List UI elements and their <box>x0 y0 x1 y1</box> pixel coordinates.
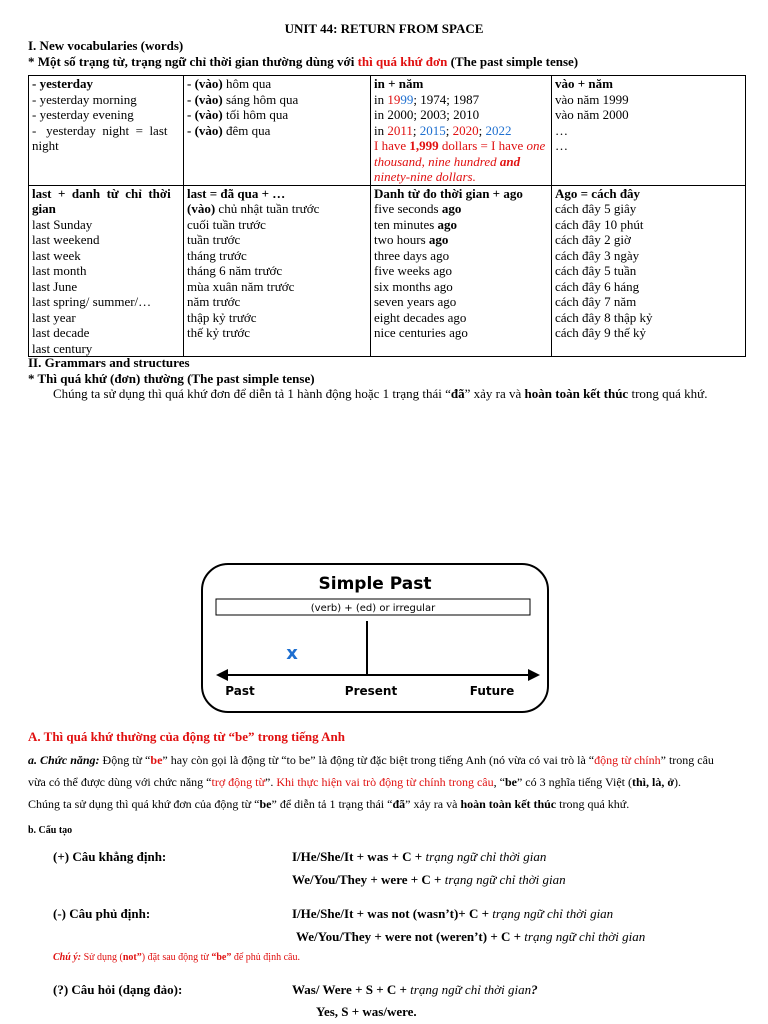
cell-bold: - (vào) <box>187 122 223 138</box>
cell-line: … <box>555 122 568 138</box>
note-prefix: * Một số trạng từ, trạng ngữ chỉ thời gian thường dùng với <box>28 54 358 69</box>
text: , “ <box>493 775 505 789</box>
table-cell <box>29 185 184 357</box>
cell-text: tối hôm qua <box>222 107 289 122</box>
cell-line: last month <box>32 263 87 278</box>
cell-bold: 1,999 <box>409 138 439 153</box>
cell-line: last weekend <box>32 232 100 247</box>
cell-line: cách đây 8 thập kỷ <box>555 309 653 325</box>
cell-bold: and <box>499 153 521 169</box>
cell-text: thousand, nine hundred <box>374 153 500 169</box>
table-cell <box>29 76 184 186</box>
text-bold: not” <box>122 952 142 963</box>
year-2011: 2011 <box>387 122 413 138</box>
text: A. Thì quá khứ thường của động từ “ <box>28 729 236 744</box>
table-cell <box>371 76 552 186</box>
cell-line <box>374 138 548 154</box>
text: ” trong tiếng Anh <box>248 729 345 744</box>
text: ” xảy ra và <box>405 797 461 811</box>
cell-line: tuần trước <box>187 232 241 247</box>
cell-bold: (vào) <box>187 201 216 216</box>
cell-head: in + năm <box>374 76 424 91</box>
function-line-2 <box>28 770 681 794</box>
cell-bold: ago <box>441 201 462 216</box>
cell-line: eight decades ago <box>374 309 467 325</box>
formula-bold: I/He/She/It + was not (wasn’t)+ C + <box>292 906 493 921</box>
formula-bold: ? <box>531 982 538 997</box>
cell-line: tháng trước <box>187 247 247 263</box>
text-bold: đã <box>392 797 406 811</box>
text: ” trong câu <box>660 753 714 767</box>
year-2020: 2020 <box>452 122 479 138</box>
text: be <box>235 729 249 744</box>
cell-head: gian <box>32 201 56 216</box>
text: ” để diễn tả 1 trạng thái “ <box>271 797 393 811</box>
cell-line: cách đây 6 háng <box>555 278 640 294</box>
formula-bold: Was/ Were + S + C + <box>292 982 411 997</box>
cell-line: last spring/ summer/… <box>32 294 152 309</box>
past-event-mark: x <box>286 643 298 664</box>
note-red: thì quá khứ đơn <box>357 54 448 69</box>
table-row <box>29 76 746 186</box>
cell-line: vào năm 1999 <box>555 91 629 107</box>
cell-line: cách đây 10 phút <box>555 216 644 232</box>
table-cell <box>552 76 746 186</box>
cell-line: five weeks ago <box>374 263 452 278</box>
cell-text: in <box>374 122 388 138</box>
cell-line: in 2000; 2003; 2010 <box>374 107 480 122</box>
question-formula-1 <box>292 982 538 998</box>
cell-line <box>187 123 367 139</box>
cell-head: last = đã qua + … <box>187 185 286 201</box>
formula-bold: We/You/They + were + C + <box>292 872 445 887</box>
affirmative-formula-1 <box>292 849 546 865</box>
section-a-heading <box>28 729 345 745</box>
cell-text: dollars = I have <box>438 138 527 153</box>
table-cell <box>184 76 371 186</box>
text-bold: hoàn toàn kết thúc <box>524 386 629 401</box>
affirmative-formula-2 <box>292 872 566 888</box>
text: trong quá khứ. <box>556 797 630 811</box>
cell-line: cách đây 5 giây <box>555 201 637 216</box>
text-bold: be <box>504 775 517 789</box>
cell-head: vào + năm <box>555 76 613 91</box>
cell-line: cách đây 9 thế kỷ <box>555 325 646 340</box>
cell-line: nice centuries ago <box>374 325 468 340</box>
affirmative-label: (+) Câu khẳng định: <box>53 849 167 864</box>
negative-formula-2 <box>296 929 645 945</box>
cell-bold: ago <box>437 216 458 232</box>
label-past: Past <box>225 684 255 698</box>
cell-italic: one <box>526 138 546 153</box>
formula-italic: trạng ngữ chỉ thời gian <box>524 929 646 944</box>
cell-text: five seconds <box>374 201 442 216</box>
sep: ; <box>412 122 420 138</box>
text-bold: hoàn toàn kết thúc <box>460 797 557 811</box>
cell-line <box>374 201 548 217</box>
formula-italic: trạng ngữ chỉ thời gian <box>410 982 532 997</box>
text: Sử dụng ( <box>81 952 123 963</box>
cell-line <box>374 123 548 139</box>
cell-line: ninety-nine dollars. <box>374 169 476 184</box>
cell-text: chủ nhật tuần trước <box>215 201 320 216</box>
function-line-3 <box>28 792 629 816</box>
cell-head: Ago = cách đây <box>555 185 641 201</box>
cell-line <box>187 201 367 217</box>
function-line-1 <box>28 748 714 772</box>
question-answer: Yes, S + was/were. <box>316 1004 417 1019</box>
cell-text: hôm qua <box>222 76 272 91</box>
text-bold: đã <box>450 386 465 401</box>
cell-line: three days ago <box>374 247 450 263</box>
text-bold: be <box>259 797 272 811</box>
year-2015: 2015 <box>419 122 446 138</box>
cell-line <box>187 76 367 92</box>
table-cell <box>552 185 746 357</box>
text-red: trợ động từ <box>211 775 265 789</box>
section-2-paragraph <box>53 386 707 402</box>
text: trong quá khứ. <box>628 386 708 401</box>
cell-line: - yesterday <box>32 76 94 91</box>
cell-line: last century <box>32 340 93 356</box>
text: ” có 3 nghĩa tiếng Việt ( <box>516 775 632 789</box>
section-2-subheading: * Thì quá khứ (đơn) thường (The past simple tense) <box>28 371 315 386</box>
cell-red: 19 <box>387 91 401 107</box>
section-1-heading: I. New vocabularies (words) <box>28 38 184 53</box>
cell-line: năm trước <box>187 294 241 309</box>
cell-text: ; 1974; 1987 <box>413 91 480 107</box>
formula-bold: We/You/They + were not (weren’t) + C + <box>296 929 525 944</box>
cell-bold: - (vào) <box>187 91 223 107</box>
vocab-table <box>28 75 746 357</box>
formula-italic: trạng ngữ chỉ thời gian <box>425 849 547 864</box>
cell-line <box>374 232 548 248</box>
cell-bold: - (vào) <box>187 107 223 122</box>
simple-past-diagram <box>200 563 550 713</box>
cell-line: mùa xuân năm trước <box>187 278 295 294</box>
text: Chúng ta sử dụng thì quá khứ đơn để diễn tả 1 hành động hoặc 1 trạng thái “ <box>53 386 451 401</box>
note-label: Chú ý: <box>53 952 82 963</box>
label-future: Future <box>469 684 515 698</box>
cell-line: cách đây 2 giờ <box>555 232 631 247</box>
cell-line <box>374 154 548 170</box>
text: ” hay còn gọi là động từ “to be” là động từ đặc biệt trong tiếng Anh (nó vừa có vai trò là “ <box>162 753 595 767</box>
cell-text: I have <box>374 138 410 153</box>
cell-bold: - (vào) <box>187 76 223 91</box>
formula-italic: trạng ngữ chỉ thời gian <box>492 906 614 921</box>
cell-line: seven years ago <box>374 294 457 309</box>
note-line <box>53 952 300 963</box>
text-bold: thì, là, ở <box>631 775 674 789</box>
cell-line: last June <box>32 278 78 294</box>
text: ” xảy ra và <box>464 386 525 401</box>
sep: ; <box>478 122 486 138</box>
cell-line: - yesterday evening <box>32 107 134 122</box>
timeline-svg <box>200 563 550 713</box>
cell-line: last year <box>32 309 76 325</box>
text-bold: “be” <box>211 952 232 963</box>
cell-line <box>374 92 548 108</box>
cell-text: two hours <box>374 232 429 247</box>
cell-line: thế kỷ trước <box>187 325 251 340</box>
cell-line <box>187 107 367 123</box>
text: vừa có thể được dùng với chức năng “ <box>28 775 212 789</box>
text-red-bold: be <box>150 753 163 767</box>
cell-line: cách đây 3 ngày <box>555 247 640 263</box>
cell-line: last Sunday <box>32 216 93 232</box>
sep: ; <box>445 122 453 138</box>
cell-head: Danh từ đo thời gian + ago <box>374 185 523 201</box>
note-suffix: (The past simple tense) <box>447 54 579 69</box>
text: ). <box>673 775 681 789</box>
cell-line: cách đây 5 tuần <box>555 263 637 278</box>
table-cell <box>371 185 552 357</box>
page-title: UNIT 44: RETURN FROM SPACE <box>284 21 484 36</box>
cell-line: … <box>555 138 568 153</box>
text: ) đặt sau động từ <box>141 952 212 963</box>
cell-blue: 99 <box>400 91 414 107</box>
cell-line: thập kỷ trước <box>187 309 257 325</box>
cell-text: đêm qua <box>222 122 271 138</box>
structure-heading: b. Cấu tạo <box>28 825 73 836</box>
cell-line: - yesterday morning <box>32 91 137 107</box>
cell-line <box>374 217 548 233</box>
cell-text: in <box>374 91 388 107</box>
formula-italic: trạng ngữ chỉ thời gian <box>444 872 566 887</box>
text: Động từ “ <box>99 753 151 767</box>
cell-line <box>187 92 367 108</box>
formula-bold: I/He/She/It + was + C + <box>292 849 426 864</box>
text: để phủ định câu. <box>231 952 300 963</box>
table-cell <box>184 185 371 357</box>
cell-line: cách đây 7 năm <box>555 294 637 309</box>
cell-line: cuối tuần trước <box>187 216 266 232</box>
cell-line: vào năm 2000 <box>555 107 629 122</box>
cell-head: last + danh từ chỉ thời <box>32 185 171 201</box>
cell-line: last decade <box>32 325 90 340</box>
question-label: (?) Câu hỏi (dạng đảo): <box>53 982 183 997</box>
negative-label: (-) Câu phủ định: <box>53 906 151 921</box>
negative-formula-1 <box>292 906 613 922</box>
text: Chúng ta sử dụng thì quá khứ đơn của động từ “ <box>28 797 260 811</box>
cell-line: six months ago <box>374 278 453 294</box>
cell-line: tháng 6 năm trước <box>187 263 283 278</box>
text-red: động từ chính <box>594 753 661 767</box>
cell-line: night <box>32 138 59 153</box>
section-2-heading: II. Grammars and structures <box>28 355 190 370</box>
formula-text: (verb) + (ed) or irregular <box>310 603 436 614</box>
text: ”. <box>265 775 277 789</box>
cell-text: ten minutes <box>374 216 438 232</box>
cell-text: sáng hôm qua <box>222 91 299 107</box>
section-1-note <box>28 54 578 70</box>
table-row <box>29 185 746 357</box>
diagram-title: Simple Past <box>318 574 432 594</box>
cell-line: - yesterday night = last <box>32 122 168 138</box>
cell-line: last week <box>32 247 81 263</box>
text-red: Khi thực hiện vai trò động từ chính trong câu <box>276 775 494 789</box>
year-2022: 2022 <box>485 122 512 138</box>
cell-bold: ago <box>428 232 449 247</box>
function-label: a. Chức năng: <box>28 753 100 767</box>
label-present: Present <box>344 684 398 698</box>
